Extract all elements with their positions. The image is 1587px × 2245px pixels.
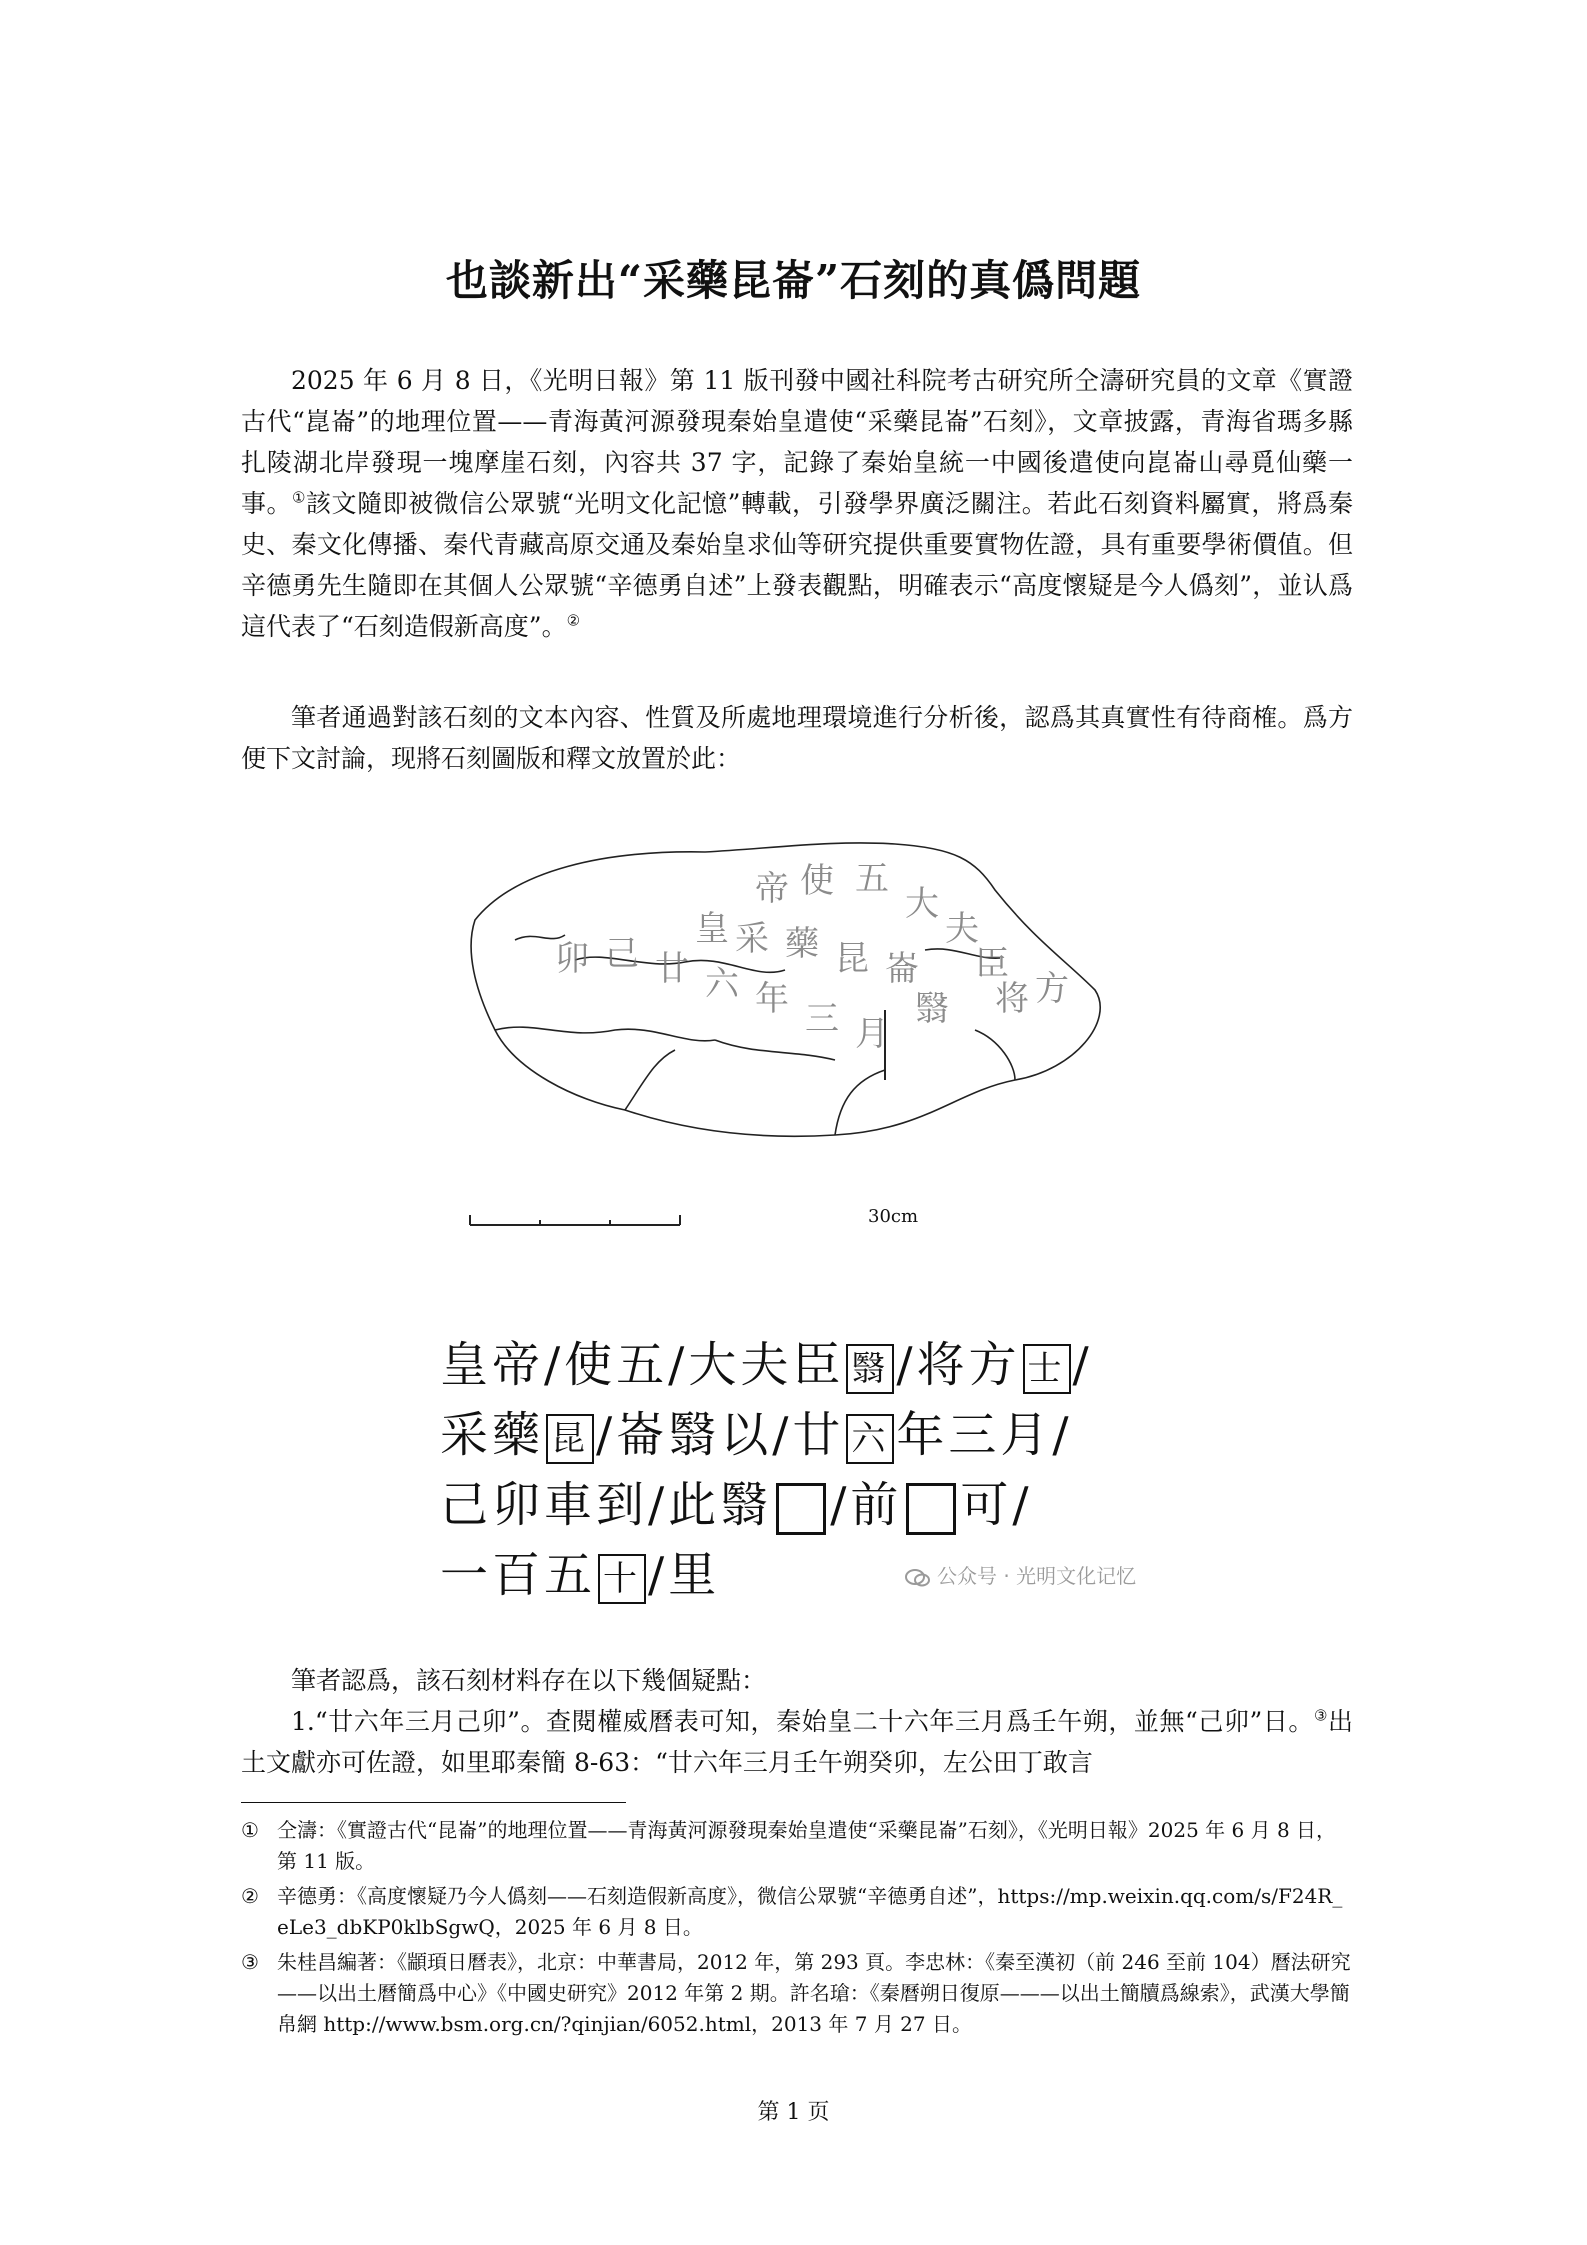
svg-text:五: 五 [855,859,889,899]
restored-char-box: 翳 [846,1344,894,1394]
footnote-mark: ① [241,1818,259,1842]
svg-text:藥: 藥 [785,924,819,964]
p2-text: 筆者通過對該石刻的文本內容、性質及所處地理環境進行分析後，認爲其真實性有待商榷。爲方便下文討論，现將石刻圖版和釋文放置於此： [241,703,1353,773]
missing-char-box [906,1483,956,1535]
svg-text:崙: 崙 [885,949,919,989]
svg-text:方: 方 [1035,969,1069,1009]
footnote-text[interactable]: 朱桂昌編著：《顓頊日曆表》，北京：中華書局，2012 年，第 293 頁。李忠林：《秦至漢初（前 246 至前 104）曆法研究——以出土曆簡爲中心》《中國史研究》2012 年第 2 期。許名瑲：《秦曆朔日復原———以出土簡牘爲線索》，武漢大學簡帛網 http://www.bsm.org.cn/?qinjian/6052.html，2013 年 7 月 27 日。 [277,1950,1351,2036]
svg-text:翳: 翳 [915,989,949,1029]
p3-text: 筆者認爲，該石刻材料存在以下幾個疑點： [291,1666,767,1695]
svg-text:卯: 卯 [555,939,589,979]
transcription-line-4: 一百五 十 /里 [440,1547,721,1603]
footnote-ref-3[interactable]: ③ [1313,1706,1328,1725]
transcription-line-2: 采藥 昆 /崙翳以/廿 六 年三月/ [440,1407,1073,1463]
svg-text:廿: 廿 [655,949,689,989]
svg-text:六: 六 [705,964,739,1004]
p1-text-a: 2025 年 6 月 8 日，《光明日報》第 11 版刊發中國社科院考古研究所仝濤研究員的文章《實證古代“崑崙”的地理位置——青海黃河源發現秦始皇遣使“采藥昆崙”石刻》，文章披露，青海省瑪多縣扎陵湖北岸發現一塊摩崖石刻，內容共 37 字，記錄了秦始皇統一中國後遣使向崑崙山尋覓仙藥一事。 [241,366,1353,518]
transcription-line-3: 己卯車到/此翳 /前 可/ [440,1477,1033,1533]
rock-inscription-drawing [455,830,1175,1250]
restored-char-box: 六 [846,1414,894,1464]
footnote-item [241,1881,1353,1943]
svg-text:三: 三 [805,999,839,1039]
svg-text:臣: 臣 [975,944,1009,984]
svg-text:年: 年 [755,979,789,1019]
svg-text:将: 将 [995,979,1029,1019]
restored-char-box: 昆 [546,1414,594,1464]
footnote-item [241,1815,1353,1877]
svg-text:皇: 皇 [695,909,729,949]
footnote-ref-1[interactable]: ① [292,488,307,507]
footnote-text[interactable]: 辛德勇：《高度懷疑乃今人僞刻——石刻造假新高度》，微信公眾號“辛德勇自述”，https://mp.weixin.qq.com/s/F24R_eLe3_dbKP0klbSgwQ，2025 年 6 月 8 日。 [277,1884,1343,1939]
wechat-icon [905,1568,931,1588]
svg-text:采: 采 [735,919,769,959]
footnote-mark: ③ [241,1950,259,1974]
watermark-text: 公众号 · 光明文化记忆 [937,1564,1137,1588]
svg-text:大: 大 [905,884,939,924]
transcription-line-1: 皇帝/使五/大夫臣 翳 /将方 士 / [440,1337,1093,1393]
footnote-ref-2[interactable]: ② [566,611,581,630]
p4-text-a: 1.“廿六年三月己卯”。查閱權威曆表可知，秦始皇二十六年三月爲壬午朔，並無“己卯”日。 [291,1707,1314,1736]
footnote-separator [241,1802,626,1803]
wechat-watermark [905,1560,1136,1589]
footnote-mark: ② [241,1884,259,1908]
body-paragraph-2 [241,697,1353,779]
svg-text:夫: 夫 [945,909,979,949]
svg-text:使: 使 [800,861,834,901]
svg-text:月: 月 [855,1014,889,1054]
paper-title: 也談新出“采藥昆崙”石刻的真僞問題 [445,256,1142,305]
rock-outline-figure [455,830,1175,1250]
svg-text:帝: 帝 [755,869,789,909]
restored-char-box: 士 [1023,1344,1071,1394]
footnotes [241,1815,1353,2044]
missing-char-box [776,1483,826,1535]
page-number: 第 1 页 [757,2100,830,2125]
p1-text-b: 該文隨即被微信公眾號“光明文化記憶”轉載，引發學界廣泛關注。若此石刻資料屬實，將爲秦史、秦文化傳播、秦代青藏高原交通及秦始皇求仙等研究提供重要實物佐證，具有重要學術價值。但辛德勇先生隨即在其個人公眾號“辛德勇自述”上發表觀點，明確表示“高度懷疑是今人僞刻”，並认爲這代表了“石刻造假新高度”。 [241,489,1353,641]
svg-text:己: 己 [605,934,639,974]
svg-text:昆: 昆 [835,939,869,979]
body-paragraph-3 [241,1660,1353,1783]
p4-text-b: 出土文獻亦可佐證，如里耶秦簡 8-63：“廿六年三月壬午朔癸卯，左公田丁敢言 [241,1707,1353,1777]
body-paragraph-1 [241,360,1353,647]
restored-char-box: 十 [598,1554,646,1604]
footnote-item [241,1947,1353,2040]
scale-bar-label: 30cm [868,1206,919,1227]
footnote-text: 仝濤：《實證古代“昆崙”的地理位置——青海黃河源發現秦始皇遣使“采藥昆崙”石刻》，《光明日報》2025 年 6 月 8 日，第 11 版。 [277,1818,1337,1873]
